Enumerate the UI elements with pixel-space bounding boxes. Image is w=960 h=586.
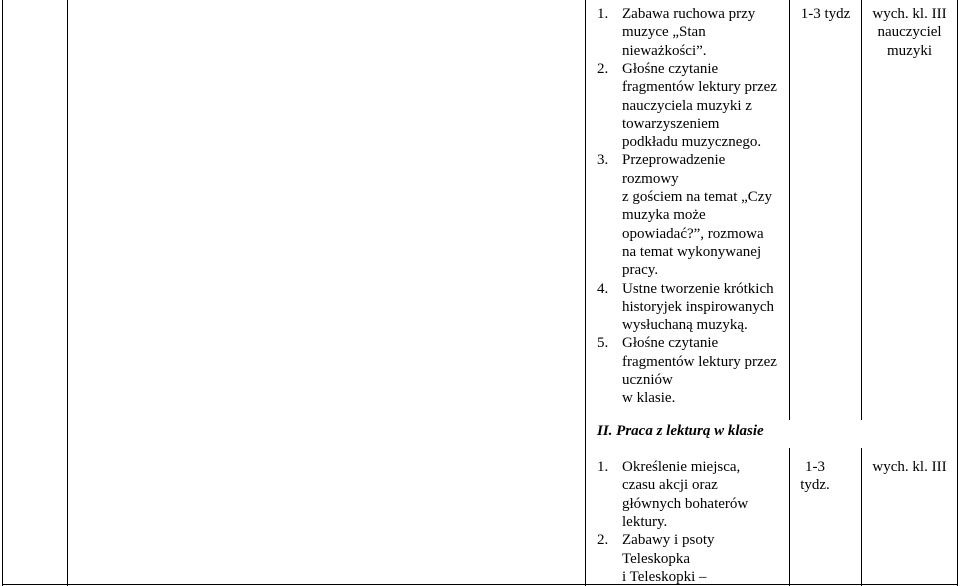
column-divider-3 [789,0,790,420]
row-divider-bottom [2,584,958,585]
item-line: lektury. [622,513,668,530]
item-number: 4. [597,280,609,297]
item-number: 3. [597,152,609,169]
responsible-line: muzyki [887,42,932,59]
section-heading: II. Praca z lekturą w klasie [597,423,764,439]
item-line: fragmentów lektury przez [622,79,777,96]
time-line: 1-3 [805,459,825,475]
item-line: i Teleskopki – [622,568,707,585]
item-line: czasu akcji oraz [622,477,718,494]
item-line: Głośne czytanie [622,60,719,77]
item-line: Zabawa ruchowa przy [622,6,756,22]
responsible-line: nauczyciel [877,24,942,41]
item-line: Przeprowadzenie [622,152,726,169]
item-line: Zabawy i psoty [622,532,715,549]
item-line: nauczyciela muzyki z [622,97,752,114]
item-line: rozmowy [622,170,679,187]
column-divider-5 [861,0,862,420]
item-line: głównych bohaterów [622,495,749,512]
item-line: podkładu muzycznego. [622,134,762,151]
item-number: 2. [597,60,609,77]
item-line: na temat wykonywanej [622,243,762,260]
item-line: wysłuchaną muzyką. [622,317,748,334]
item-line: muzyka może [622,207,706,224]
responsible-line: wych. kl. III [872,6,947,22]
item-line: z gościem na temat „Czy [622,189,772,205]
column-divider-2 [585,0,586,586]
item-line: Teleskopka [622,550,691,567]
item-line: w klasie. [622,390,676,407]
item-line: towarzyszeniem [622,115,720,132]
item-line: Głośne czytanie [622,335,719,352]
time-cell: 1-3 tydz [800,6,851,22]
item-line: muzyce „Stan [622,24,706,41]
item-line: opowiadać?”, rozmowa [622,225,764,242]
item-number: 1. [597,6,609,22]
item-line: Określenie miejsca, [622,459,741,475]
item-number: 1. [597,459,609,475]
item-number: 5. [597,335,609,352]
item-line: pracy. [622,262,659,279]
table-border-right [957,0,958,586]
table-border-left [2,0,3,586]
item-line: uczniów [622,372,673,388]
time-line: tydz. [800,477,830,494]
item-line: fragmentów lektury przez [622,353,777,370]
column-divider-1 [67,0,68,586]
item-number: 2. [597,532,609,549]
responsible-cell: wych. kl. III [872,459,947,475]
item-line: Ustne tworzenie krótkich [622,280,774,297]
item-line: historyjek inspirowanych [622,298,775,315]
item-line: nieważkości”. [622,42,707,59]
